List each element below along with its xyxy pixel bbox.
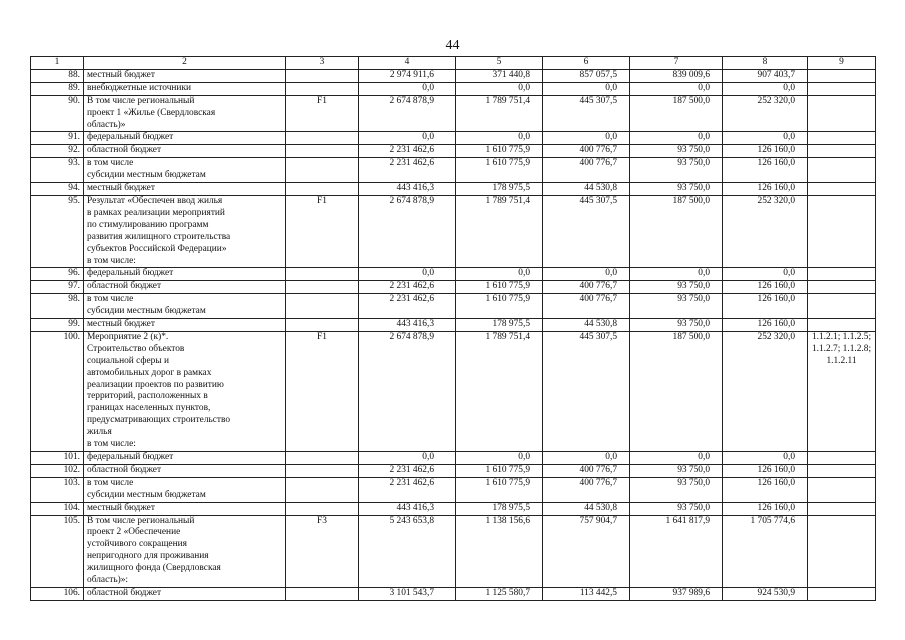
total-value-cell: 2 974 911,6 <box>359 69 456 82</box>
row-number-cell: 103. <box>31 477 84 502</box>
table-row <box>31 294 876 319</box>
row-name-cell: местный бюджет <box>84 183 286 196</box>
table-row <box>31 132 876 145</box>
value-cell-col5: 1 610 775,9 <box>456 158 543 183</box>
total-value-cell: 2 231 462,6 <box>359 158 456 183</box>
value-cell-col6: 400 776,7 <box>543 477 630 502</box>
row-number-cell: 105. <box>31 515 84 587</box>
table-row <box>31 145 876 158</box>
value-cell-col5: 1 138 156,6 <box>456 515 543 587</box>
value-cell-col8: 0,0 <box>723 452 808 465</box>
value-cell-col5: 371 440,8 <box>456 69 543 82</box>
table-header-row <box>31 57 876 70</box>
project-code-cell <box>286 452 359 465</box>
project-code-cell <box>286 281 359 294</box>
row-number-cell: 96. <box>31 268 84 281</box>
value-cell-col8: 126 160,0 <box>723 464 808 477</box>
table-row <box>31 502 876 515</box>
value-cell-col8: 126 160,0 <box>723 145 808 158</box>
value-cell-col8: 126 160,0 <box>723 281 808 294</box>
project-code-cell: F1 <box>286 95 359 132</box>
target-indicators-cell <box>808 268 876 281</box>
value-cell-col5: 0,0 <box>456 132 543 145</box>
row-number-cell: 89. <box>31 82 84 95</box>
value-cell-col5: 1 789 751,4 <box>456 331 543 451</box>
row-name-cell: федеральный бюджет <box>84 452 286 465</box>
total-value-cell: 2 231 462,6 <box>359 294 456 319</box>
table-row <box>31 69 876 82</box>
value-cell-col5: 1 610 775,9 <box>456 145 543 158</box>
project-code-cell <box>286 268 359 281</box>
target-indicators-cell <box>808 464 876 477</box>
row-number-cell: 99. <box>31 319 84 332</box>
project-code-cell <box>286 319 359 332</box>
column-header: 9 <box>808 57 876 70</box>
total-value-cell: 0,0 <box>359 452 456 465</box>
column-header: 6 <box>543 57 630 70</box>
value-cell-col6: 44 530,8 <box>543 183 630 196</box>
target-indicators-cell <box>808 145 876 158</box>
value-cell-col8: 1 705 774,6 <box>723 515 808 587</box>
table-row <box>31 183 876 196</box>
row-name-cell: областной бюджет <box>84 145 286 158</box>
value-cell-col6: 113 442,5 <box>543 587 630 600</box>
target-indicators-cell <box>808 502 876 515</box>
value-cell-col5: 178 975,5 <box>456 502 543 515</box>
target-indicators-cell: 1.1.2.1; 1.1.2.5; 1.1.2.7; 1.1.2.8; 1.1.2.11 <box>808 331 876 451</box>
value-cell-col8: 252 320,0 <box>723 331 808 451</box>
total-value-cell: 443 416,3 <box>359 319 456 332</box>
value-cell-col5: 178 975,5 <box>456 183 543 196</box>
value-cell-col5: 1 125 580,7 <box>456 587 543 600</box>
total-value-cell: 0,0 <box>359 268 456 281</box>
value-cell-col5: 1 789 751,4 <box>456 95 543 132</box>
column-header: 5 <box>456 57 543 70</box>
value-cell-col6: 445 307,5 <box>543 95 630 132</box>
value-cell-col8: 126 160,0 <box>723 183 808 196</box>
total-value-cell: 5 243 653,8 <box>359 515 456 587</box>
value-cell-col6: 0,0 <box>543 268 630 281</box>
column-header: 4 <box>359 57 456 70</box>
row-number-cell: 102. <box>31 464 84 477</box>
page-number: 44 <box>445 38 460 53</box>
total-value-cell: 2 231 462,6 <box>359 145 456 158</box>
value-cell-col6: 757 904,7 <box>543 515 630 587</box>
value-cell-col8: 252 320,0 <box>723 95 808 132</box>
target-indicators-cell <box>808 452 876 465</box>
table-row <box>31 195 876 267</box>
value-cell-col7: 839 009,6 <box>630 69 723 82</box>
table-row <box>31 452 876 465</box>
row-number-cell: 88. <box>31 69 84 82</box>
row-number-cell: 93. <box>31 158 84 183</box>
row-name-cell: федеральный бюджет <box>84 268 286 281</box>
project-code-cell <box>286 502 359 515</box>
value-cell-col7: 0,0 <box>630 82 723 95</box>
value-cell-col6: 400 776,7 <box>543 464 630 477</box>
project-code-cell <box>286 183 359 196</box>
row-number-cell: 90. <box>31 95 84 132</box>
project-code-cell: F3 <box>286 515 359 587</box>
value-cell-col7: 187 500,0 <box>630 95 723 132</box>
table-row <box>31 281 876 294</box>
column-header: 8 <box>723 57 808 70</box>
project-code-cell <box>286 132 359 145</box>
row-name-cell: местный бюджет <box>84 69 286 82</box>
total-value-cell: 2 674 878,9 <box>359 95 456 132</box>
row-name-cell: в том числе субсидии местным бюджетам <box>84 477 286 502</box>
value-cell-col8: 0,0 <box>723 82 808 95</box>
value-cell-col7: 0,0 <box>630 452 723 465</box>
total-value-cell: 443 416,3 <box>359 183 456 196</box>
target-indicators-cell <box>808 183 876 196</box>
project-code-cell: F1 <box>286 195 359 267</box>
row-number-cell: 97. <box>31 281 84 294</box>
value-cell-col8: 126 160,0 <box>723 294 808 319</box>
value-cell-col7: 0,0 <box>630 268 723 281</box>
value-cell-col5: 0,0 <box>456 452 543 465</box>
table-row <box>31 477 876 502</box>
value-cell-col5: 1 610 775,9 <box>456 294 543 319</box>
value-cell-col7: 93 750,0 <box>630 158 723 183</box>
target-indicators-cell <box>808 515 876 587</box>
row-name-cell: Результат «Обеспечен ввод жилья в рамках реализации мероприятий по стимулированию программ развития жилищного строительства субъектов Российской Федерации» в том числе: <box>84 195 286 267</box>
project-code-cell <box>286 464 359 477</box>
value-cell-col7: 937 989,6 <box>630 587 723 600</box>
value-cell-col6: 0,0 <box>543 82 630 95</box>
total-value-cell: 0,0 <box>359 132 456 145</box>
row-name-cell: Мероприятие 2 (к)*. Строительство объектов социальной сферы и автомобильных дорог в рамках реализации проектов по развитию территорий, расположенных в границах населенных пунктов, предусматривающих строительство жилья в том числе: <box>84 331 286 451</box>
column-header: 7 <box>630 57 723 70</box>
target-indicators-cell <box>808 95 876 132</box>
row-name-cell: внебюджетные источники <box>84 82 286 95</box>
row-name-cell: федеральный бюджет <box>84 132 286 145</box>
value-cell-col6: 445 307,5 <box>543 195 630 267</box>
value-cell-col7: 93 750,0 <box>630 502 723 515</box>
target-indicators-cell <box>808 158 876 183</box>
value-cell-col5: 1 610 775,9 <box>456 281 543 294</box>
row-number-cell: 98. <box>31 294 84 319</box>
total-value-cell: 443 416,3 <box>359 502 456 515</box>
table-row <box>31 331 876 451</box>
value-cell-col6: 0,0 <box>543 452 630 465</box>
row-name-cell: местный бюджет <box>84 502 286 515</box>
value-cell-col7: 187 500,0 <box>630 331 723 451</box>
value-cell-col7: 93 750,0 <box>630 281 723 294</box>
total-value-cell: 2 231 462,6 <box>359 464 456 477</box>
row-name-cell: В том числе региональный проект 2 «Обеспечение устойчивого сокращения непригодного для проживания жилищного фонда (Свердловская область)»: <box>84 515 286 587</box>
value-cell-col7: 93 750,0 <box>630 145 723 158</box>
target-indicators-cell <box>808 477 876 502</box>
row-name-cell: В том числе региональный проект 1 «Жилье (Свердловская область)» <box>84 95 286 132</box>
row-name-cell: в том числе субсидии местным бюджетам <box>84 158 286 183</box>
value-cell-col7: 0,0 <box>630 132 723 145</box>
value-cell-col7: 93 750,0 <box>630 183 723 196</box>
row-number-cell: 91. <box>31 132 84 145</box>
table-row <box>31 158 876 183</box>
project-code-cell <box>286 587 359 600</box>
row-number-cell: 95. <box>31 195 84 267</box>
value-cell-col6: 400 776,7 <box>543 281 630 294</box>
value-cell-col6: 445 307,5 <box>543 331 630 451</box>
row-name-cell: местный бюджет <box>84 319 286 332</box>
total-value-cell: 3 101 543,7 <box>359 587 456 600</box>
table-row <box>31 82 876 95</box>
value-cell-col5: 1 610 775,9 <box>456 464 543 477</box>
value-cell-col5: 0,0 <box>456 82 543 95</box>
project-code-cell <box>286 82 359 95</box>
value-cell-col8: 0,0 <box>723 268 808 281</box>
target-indicators-cell <box>808 294 876 319</box>
table-row <box>31 464 876 477</box>
row-number-cell: 104. <box>31 502 84 515</box>
project-code-cell <box>286 145 359 158</box>
row-name-cell: областной бюджет <box>84 587 286 600</box>
target-indicators-cell <box>808 281 876 294</box>
project-code-cell <box>286 69 359 82</box>
column-header: 1 <box>31 57 84 70</box>
value-cell-col8: 924 530,9 <box>723 587 808 600</box>
row-number-cell: 101. <box>31 452 84 465</box>
row-number-cell: 92. <box>31 145 84 158</box>
value-cell-col7: 93 750,0 <box>630 477 723 502</box>
row-name-cell: областной бюджет <box>84 281 286 294</box>
value-cell-col5: 1 610 775,9 <box>456 477 543 502</box>
value-cell-col6: 44 530,8 <box>543 502 630 515</box>
value-cell-col7: 187 500,0 <box>630 195 723 267</box>
value-cell-col6: 400 776,7 <box>543 158 630 183</box>
value-cell-col8: 126 160,0 <box>723 158 808 183</box>
value-cell-col8: 126 160,0 <box>723 477 808 502</box>
value-cell-col8: 252 320,0 <box>723 195 808 267</box>
target-indicators-cell <box>808 587 876 600</box>
target-indicators-cell <box>808 69 876 82</box>
row-name-cell: в том числе субсидии местным бюджетам <box>84 294 286 319</box>
total-value-cell: 2 231 462,6 <box>359 281 456 294</box>
total-value-cell: 2 674 878,9 <box>359 331 456 451</box>
project-code-cell <box>286 477 359 502</box>
project-code-cell <box>286 158 359 183</box>
table-row <box>31 515 876 587</box>
column-header: 3 <box>286 57 359 70</box>
value-cell-col7: 1 641 817,9 <box>630 515 723 587</box>
row-name-cell: областной бюджет <box>84 464 286 477</box>
row-number-cell: 100. <box>31 331 84 451</box>
value-cell-col7: 93 750,0 <box>630 464 723 477</box>
total-value-cell: 0,0 <box>359 82 456 95</box>
total-value-cell: 2 674 878,9 <box>359 195 456 267</box>
value-cell-col8: 126 160,0 <box>723 319 808 332</box>
value-cell-col6: 400 776,7 <box>543 294 630 319</box>
value-cell-col6: 400 776,7 <box>543 145 630 158</box>
row-number-cell: 94. <box>31 183 84 196</box>
table-row <box>31 587 876 600</box>
table-row <box>31 95 876 132</box>
target-indicators-cell <box>808 82 876 95</box>
row-number-cell: 106. <box>31 587 84 600</box>
target-indicators-cell <box>808 319 876 332</box>
total-value-cell: 2 231 462,6 <box>359 477 456 502</box>
value-cell-col8: 0,0 <box>723 132 808 145</box>
value-cell-col8: 907 403,7 <box>723 69 808 82</box>
value-cell-col6: 44 530,8 <box>543 319 630 332</box>
value-cell-col5: 178 975,5 <box>456 319 543 332</box>
column-header: 2 <box>84 57 286 70</box>
budget-table <box>30 56 876 601</box>
table-row <box>31 268 876 281</box>
value-cell-col6: 857 057,5 <box>543 69 630 82</box>
value-cell-col6: 0,0 <box>543 132 630 145</box>
target-indicators-cell <box>808 195 876 267</box>
value-cell-col5: 1 789 751,4 <box>456 195 543 267</box>
project-code-cell <box>286 294 359 319</box>
value-cell-col5: 0,0 <box>456 268 543 281</box>
value-cell-col7: 93 750,0 <box>630 319 723 332</box>
target-indicators-cell <box>808 132 876 145</box>
value-cell-col8: 126 160,0 <box>723 502 808 515</box>
project-code-cell: F1 <box>286 331 359 451</box>
value-cell-col7: 93 750,0 <box>630 294 723 319</box>
table-row <box>31 319 876 332</box>
